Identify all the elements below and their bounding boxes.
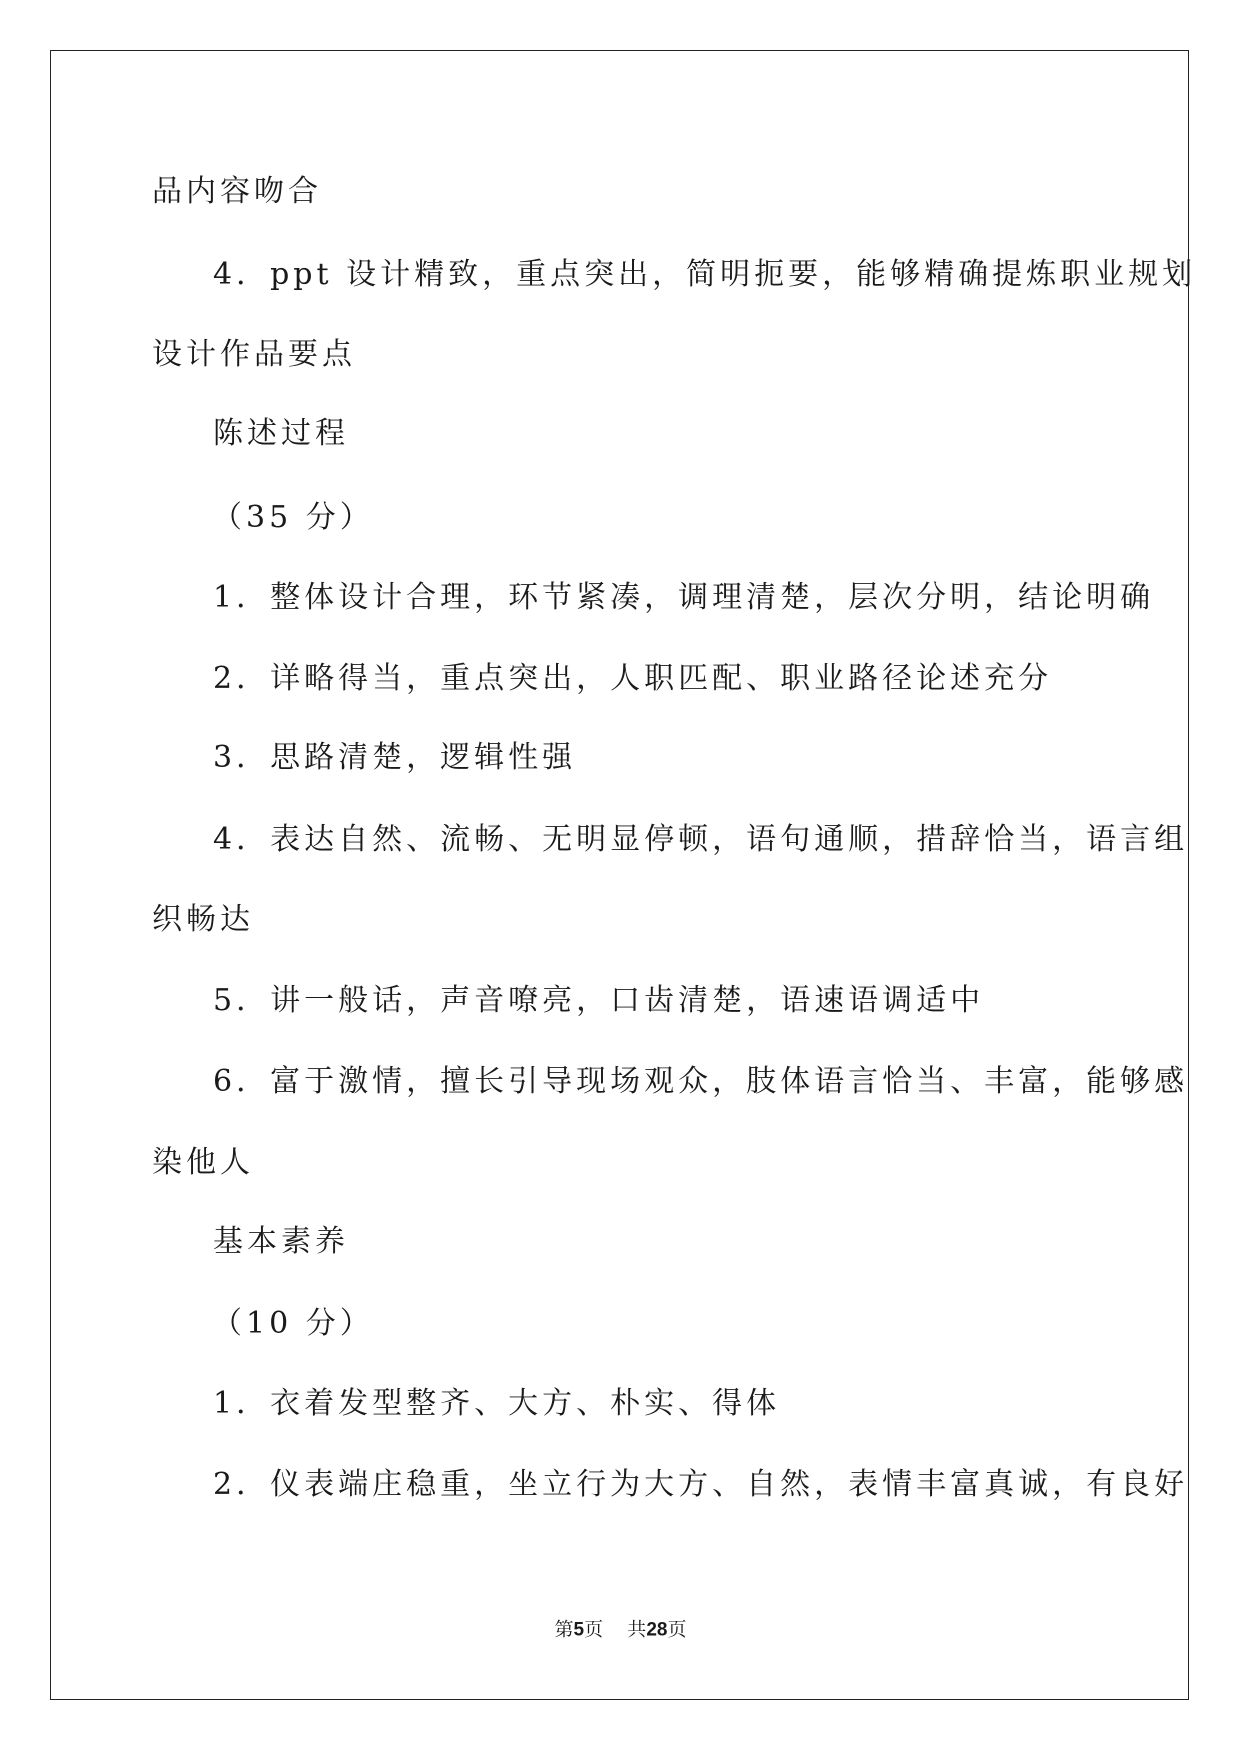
text-line: 设计作品要点 (152, 337, 356, 372)
text-line: 3．思路清楚，逻辑性强 (213, 740, 577, 775)
total-page-number: 28 (646, 1619, 668, 1641)
section-heading: 陈述过程 (213, 416, 349, 451)
text-line: 染他人 (152, 1145, 254, 1180)
footer-total-suffix: 页 (667, 1618, 687, 1641)
page-border (50, 50, 1189, 1700)
text-line: 2．仪表端庄稳重，坐立行为大方、自然，表情丰富真诚，有良好 (213, 1467, 1189, 1502)
text-line: 1．整体设计合理，环节紧凑，调理清楚，层次分明，结论明确 (213, 580, 1155, 615)
footer-total-prefix: 共 (627, 1618, 647, 1641)
text-line: 1．衣着发型整齐、大方、朴实、得体 (213, 1386, 781, 1421)
text-line: 4．ppt 设计精致，重点突出，简明扼要，能够精确提炼职业规划 (213, 257, 1197, 292)
footer-page-suffix: 页 (584, 1618, 604, 1641)
text-line: 6．富于激情，擅长引导现场观众，肢体语言恰当、丰富，能够感 (213, 1064, 1189, 1099)
page-footer (0, 1615, 1241, 1642)
score-label: （10 分） (212, 1306, 374, 1341)
text-line: 织畅达 (152, 902, 254, 937)
section-heading: 基本素养 (213, 1224, 349, 1259)
text-line: 品内容吻合 (152, 174, 322, 209)
text-line: 2．详略得当，重点突出，人职匹配、职业路径论述充分 (213, 661, 1053, 696)
score-label: （35 分） (212, 500, 374, 535)
text-line: 5．讲一般话，声音嘹亮，口齿清楚，语速语调适中 (213, 983, 985, 1018)
text-line: 4．表达自然、流畅、无明显停顿，语句通顺，措辞恰当，语言组 (213, 822, 1189, 857)
footer-prefix: 第 (554, 1618, 574, 1641)
current-page-number: 5 (573, 1619, 585, 1641)
